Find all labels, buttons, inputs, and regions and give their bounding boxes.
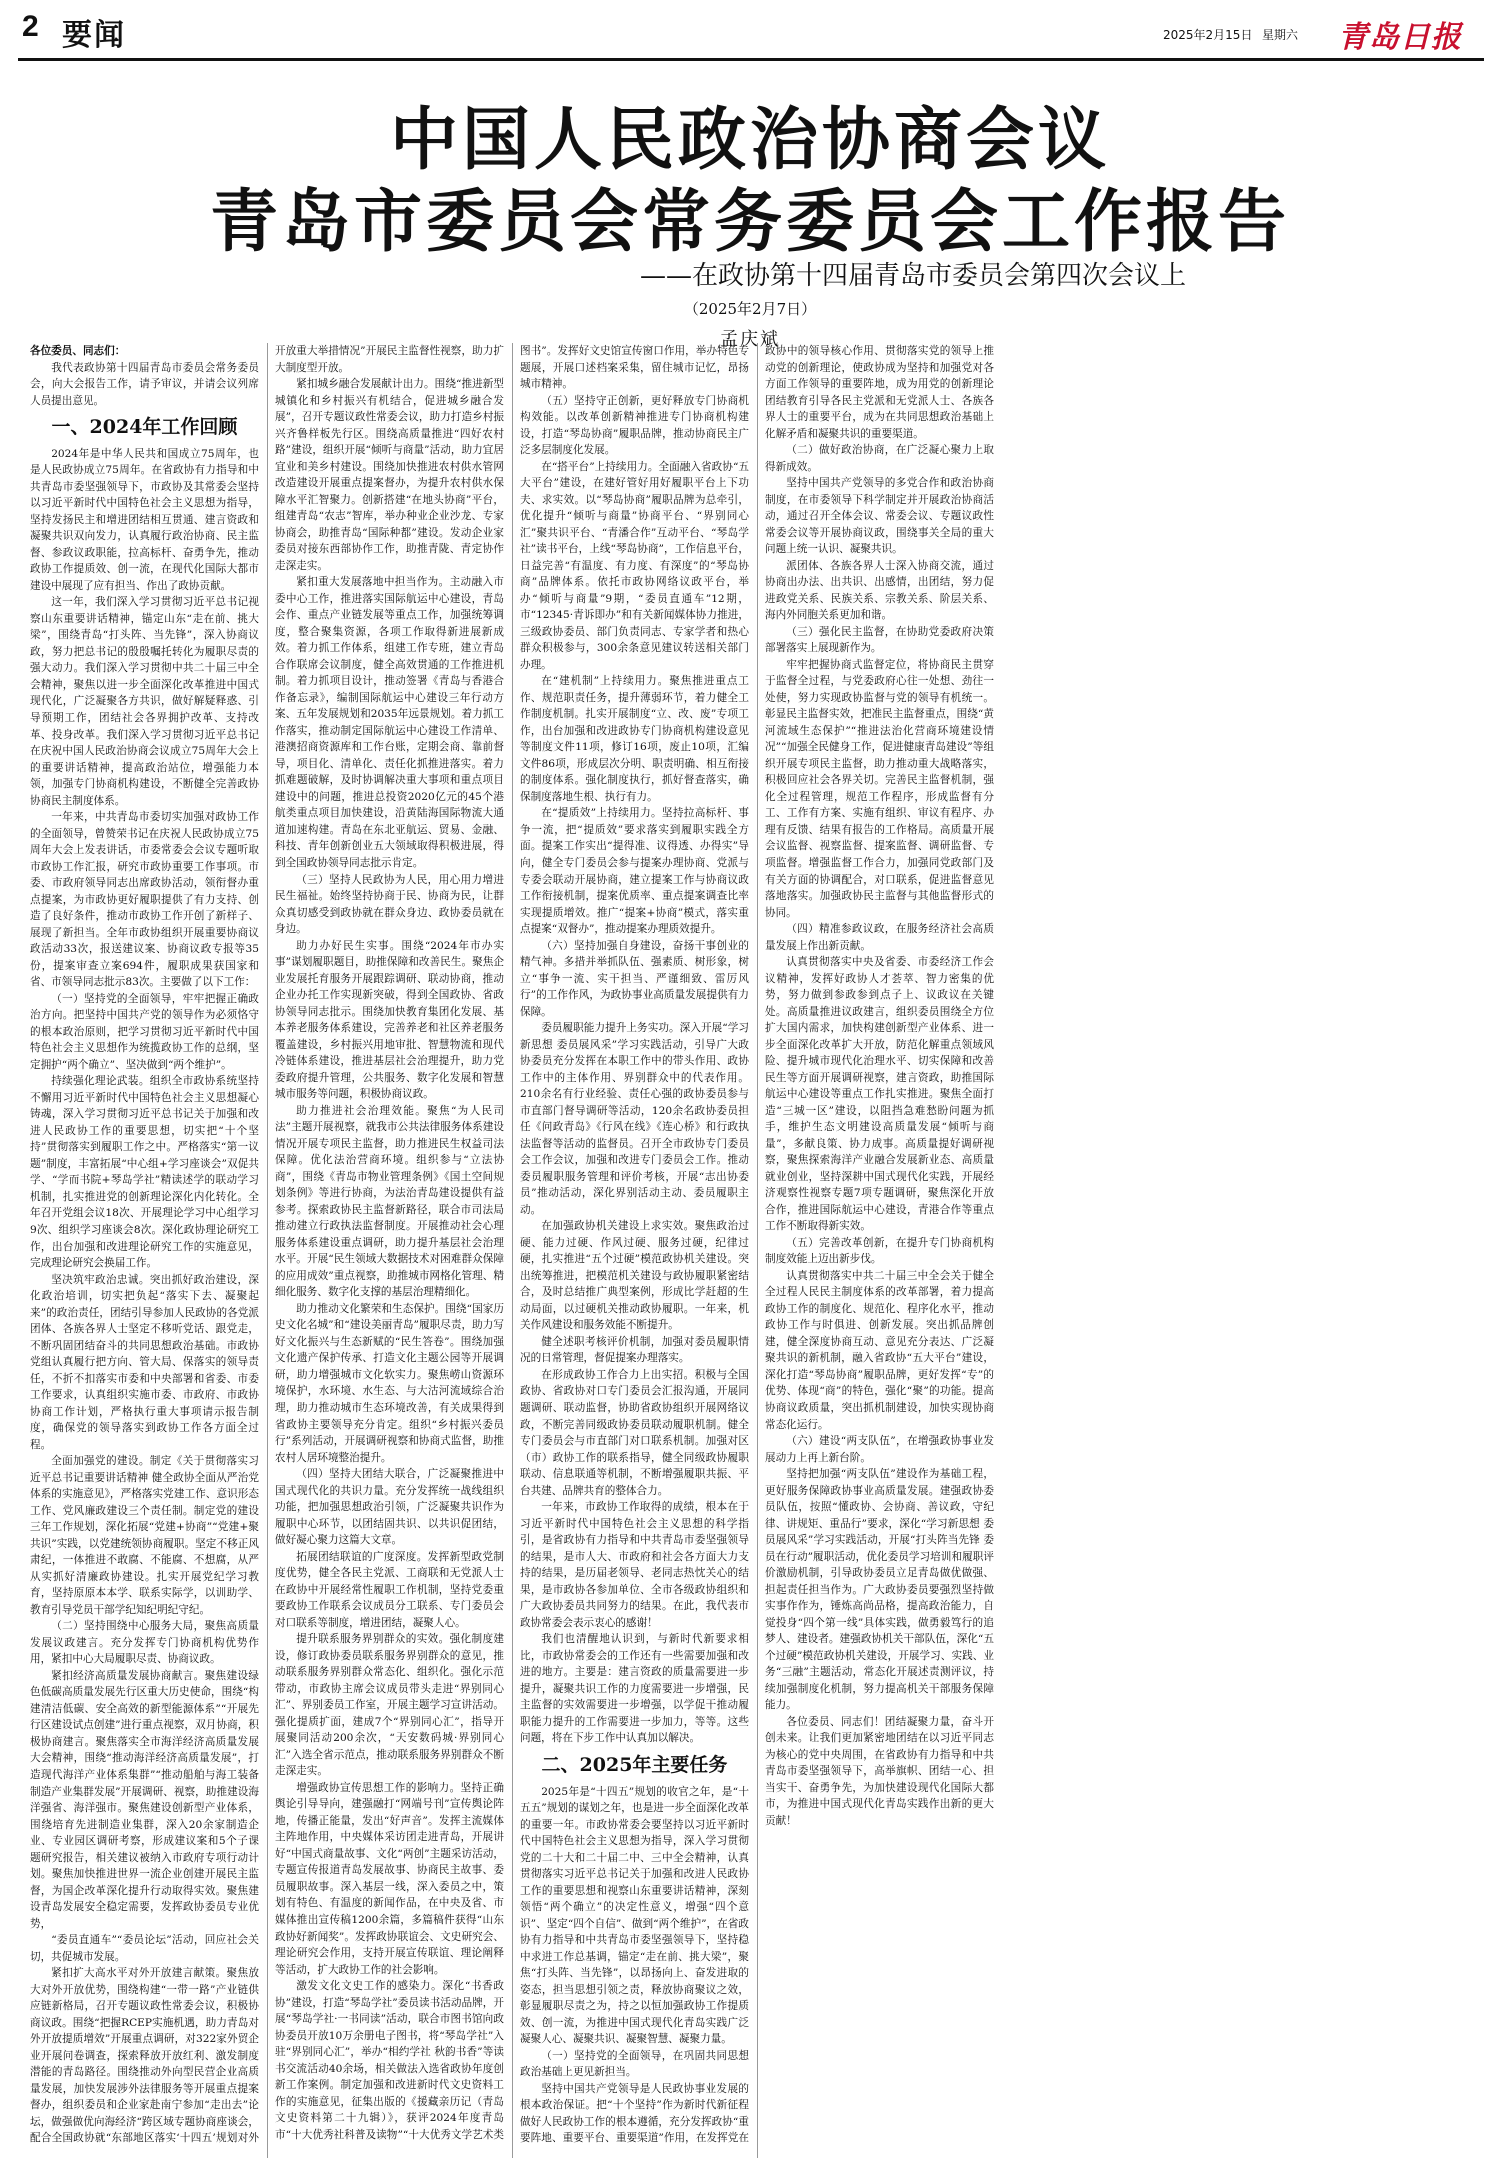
body-paragraph: （三）强化民主监督，在协助党委政府决策部署落实上展现新作为。 [765, 625, 994, 655]
body-paragraph: 一年来，中共青岛市委切实加强对政协工作的全面领导，曾赞荣书记在庆祝人民政协成立75周年大会上发表讲话，市委常委会会议专题听取市政协工作汇报，研究市政协重要工作事项。市委、市政府领导同志出席政协活动，领衔督办重点提案，为市政协更好履职提供了有力支持、创造了良好条件，推动市政协工作开创了新样子、展现了新担当。全年市政协组织开展重要协商议政活动33次，报送建议案、协商议政专报等35份，提案审查立案694件，履职成果获国家和省、市领导同志批示83次。主要做了以下工作： [30, 811, 259, 989]
body-paragraph: 紧扣重大发展落地中担当作为。主动融入市委中心工作，推进落实国际航运中心建设，青岛会作、重点产业链发展等重点工作，加强统筹调度，整合聚集资源，各项工作取得新进展新成效。着力抓工作体系，组建工作专班，建立青岛合作联席会议制度，健全高效贯通的工作推进机制。着力抓项目设计，推动签署《青岛与香港合作备忘录》，编制国际航运中心建设三年行动方案、五年发展规划和2035年远景规划。着力抓工作落实，推动制定国际航运中心建设工作清单、港澳招商资源库和工作台账，定期会商、靠前督导，项目化、清单化、责任化抓推进落实。着力抓难题破解，及时协调解决重大事项和重点项目建设中的问题，推进总投资2020亿元的45个港航类重点项目加快建设，沿黄陆海国际物流大通道加速构建。青岛在东北亚航运、贸易、金融、科技、青年创新创业五大领域取得积极进展，得到全国政协领导同志批示肯定。 [275, 576, 504, 869]
body-paragraph: （一）坚持党的全面领导，牢牢把握正确政治方向。把坚持中国共产党的领导作为必须恪守的根本政治原则，把学习贯彻习近平新时代中国特色社会主义思想作为统揽政协工作的总纲，坚定拥护“两个确立”、坚决做到“两个维护”。 [30, 992, 259, 1071]
body-paragraph: 在“搭平台”上持续用力。全面融入省政协“五大平台”建设，在建好管好用好履职平台上下功夫、求实效。以“琴岛协商”履职品牌为总牵引，优化提升“倾听与商量”协商平台、“界别同心汇”聚共识平台、“青潘合作”互动平台、“琴岛学社”读书平台，上线“琴岛协商”，工作信息平台，日益完善“有温度、有力度、有深度”的“琴岛协商”品牌体系。依托市政协网络议政平台，举办“倾听与商量”9期，“委员直通车”12期，市“12345·青诉即办”和有关新闻媒体协力推进，三级政协委员、部门负责同志、专家学者和热心群众积极参与，300余条意见建议转送相关部门办理。 [520, 460, 749, 671]
section-name: 要闻 [62, 18, 126, 53]
body-paragraph: 全面加强党的建设。制定《关于贯彻落实习近平总书记重要讲话精神 健全政协全面从严治党体系的实施意见》，严格落实党建工作、意识形态工作、党风廉政建设三个责任制。制定党的建设三年工作规划，深化拓展“党建+协商”“党建+聚共识”实践，以党建统领协商履职。坚定不移正风肃纪，一体推进不敢腐、不能腐、不想腐，从严从实抓好清廉政协建设。扎实开展党纪学习教育，坚持原原本本学、联系实际学，以训助学、教育引导党员干部学纪知纪明纪守纪。 [30, 1455, 259, 1616]
body-paragraph: 2025年是“十四五”规划的收官之年，是“十五五”规划的谋划之年，也是进一步全面深化改革的重要一年。市政协常委会要坚持以习近平新时代中国特色社会主义思想为指导，深入学习贯彻党的二十大和二十届二中、三中全会精神，认真贯彻落实习近平总书记关于加强和改进人民政协工作的重要思想和视察山东重要讲话精神，深刻领悟“两个确立”的决定性意义，增强“四个意识”、坚定“四个自信”、做到“两个维护”，在省政协有力指导和中共青岛市委坚强领导下，坚持稳中求进工作总基调，锚定“走在前、挑大梁”，聚焦“打头阵、当先锋”，以昂扬向上、奋发进取的姿态，担当思想引领之责，释放协商聚议之效，彰显履职尽责之为，持之以恒加强政协工作提质效、创一流，为推进中国式现代化青岛实践广泛凝聚人心、凝聚共识、凝聚智慧、凝聚力量。 [520, 1785, 749, 2046]
section-heading-review: 一、2024年工作回顾 [51, 416, 238, 439]
body-paragraph: 增强政协宣传思想工作的影响力。坚持正确舆论引导导向，建强融打“网端号刊”宣传舆论阵地，传播正能量，发出“好声音”。发挥主流媒体主阵地作用，中央媒体采访团走进青岛，开展讲好“中国式商量故事、文化“两创”主题采访活动，专题宣传报道青岛发展故事、协商民主故事、委员履职故事。深入基层一线，深入委员之中，策划有特色、有温度的新闻作品，在中央及省、市媒体推出宣传稿1200余篇，多篇稿件获得“山东政协好新闻奖”。发挥政协联谊会、文史研究会、理论研究会作用，支持开展宣传联谊、理论阐释等活动，扩大政协工作的社会影响。 [275, 1781, 504, 1976]
body-paragraph: （四）坚持大团结大联合，广泛凝聚推进中国式现代化的共识力量。充分发挥统一战线组织功能，把加强思想政治引领，广泛凝聚共识作为履职中心环节，以团结固共识、以共识促团结，做好凝心聚力这篇大文章。 [275, 1468, 504, 1547]
body-paragraph: 牢牢把握协商式监督定位，将协商民主贯穿于监督全过程，与党委政府心往一处想、劲往一处使，努力实现政协监督与党的领导有机统一。彰显民主监督实效，把准民主监督重点，围绕“黄河流域生态保护”“推进法治化营商环境建设情况”“加强全民健身工作，促进健康青岛建设”等组织开展专项民主监督，助力推动重大战略落实，积极回应社会各界关切。完善民主监督机制，强化全过程管理，规范工作程序，形成监督有分工、工作有方案、实施有组织、审议有程序、办理有反馈、结果有报告的工作格局。高质量开展会议监督、视察监督、提案监督、调研监督、专项监督。增强监督工作合力，加强同党政部门及有关方面的协调配合，对口联系，促进监督意见落地落实。加强政协民主监督与其他监督形式的协同。 [765, 658, 994, 919]
body-paragraph: 一年来，市政协工作取得的成绩，根本在于习近平新时代中国特色社会主义思想的科学指引，是省政协有力指导和中共青岛市委坚强领导的结果，是市人大、市政府和社会各方面大力支持的结果，是历届老领导、老同志热忱关心的结果，是市政协各参加单位、全市各级政协组织和广大政协委员共同努力的结果。在此，我代表市政协常委会表示衷心的感谢！ [520, 1501, 749, 1629]
newspaper-logo [1338, 12, 1486, 55]
headline-line-2: 青岛市委员会常务委员会工作报告 [209, 182, 1290, 262]
body-paragraph: 2024年是中华人民共和国成立75周年，也是人民政协成立75周年。在省政协有力指导和中共青岛市委坚强领导下，市政协及其常委会坚持以习近平新时代中国特色社会主义思想为指导，坚持发扬民主和增进团结相互贯通、建言资政和凝聚共识双向发力，认真履行政治协商、民主监督、参政议政职能，拉高标杆、奋勇争先，推动政协工作提质效、创一流，在现代化国际大都市建设中展现了应有担当、作出了政协贡献。 [30, 447, 259, 592]
body-paragraph: 在“建机制”上持续用力。聚焦推进重点工作、规范职责任务，提升薄弱环节，着力健全工作制度机制。扎实开展制度“立、改、废”专项工作，出台加强和改进政协专门协商机构建设意见等制度文件11项，修订16项，废止10项，汇编文件86项，形成层次分明、职责明确、相互衔接的制度体系。强化制度执行，抓好督查落实，确保制度落地生根、执行有力。 [520, 675, 749, 803]
body-paragraph: 拓展团结联谊的广度深度。发挥新型政党制度优势，健全各民主党派、工商联和无党派人士在政协中开展经常性履职工作机制，坚持党委重要政协工作联系会议成员分工联系、专门委员会对口联系等制度，增进团结，凝聚人心。 [275, 1550, 504, 1629]
publication-weekday: 星期六 [1262, 28, 1299, 42]
body-paragraph: 紧扣经济高质量发展协商献言。聚焦建设绿色低碳高质量发展先行区重大历史使命，围绕“构建清洁低碳、安全高效的新型能源体系”“开展先行区建设试点创建”进行重点视察，双月协商，积极协商建言。聚焦落实全市海洋经济高质量发展大会精神，围绕“推动海洋经济高质量发展”，打造现代海洋产业体系集群”“推动船舶与海工装备制造产业集群发展”开展调研、视察，助推建设海洋强省、海洋强市。聚焦建设创新型产业体系，围绕培育先进制造业集群，深入20余家制造企业、专业园区调研考察，形成建议案和5个子课题研究报告，相关建议被纳入市政府专项行动计划。聚焦加快推进世界一流企业创建开展民主监督，为国企改革深化提升行动取得实效。聚焦建设青岛发展安全稳定需要，发挥政协委员专业优势， [30, 1669, 259, 1930]
body-paragraph: （六）建设“两支队伍”，在增强政协事业发展动力上再上新台阶。 [765, 1435, 994, 1464]
body-paragraph: （四）精准参政议政，在服务经济社会高质量发展上作出新贡献。 [765, 923, 994, 952]
page-number: 2 [22, 10, 39, 43]
body-paragraph: 紧扣城乡融合发展献计出力。围绕“推进新型城镇化和乡村振兴有机结合，促进城乡融合发展”，召开专题议政性常委会议，助力打造乡村振兴齐鲁样板先行区。围绕高质量推进“四好农村路”建设，组织开展“倾听与商量”活动，助力宜居宜业和美乡村建设。围绕加快推进农村供水管网改造建设开展重点提案督办，为提升农村供水保障水平汇智聚力。创新搭建“在地头协商”平台，组建青岛“农志”智库，举办种业企业沙龙、专家协商会，助推青岛“国际种都”建设。发动企业家委员对接东西部协作工作，助推青陇、青定协作走深走实。 [275, 378, 504, 572]
newspaper-name: 青岛日报 [1338, 20, 1462, 55]
report-date: （2025年2月7日） [683, 300, 817, 318]
body-paragraph: 认真贯彻落实中央及省委、市委经济工作会议精神，发挥好政协人才荟萃、智力密集的优势，努力做到参政参到点子上、议政议在关键处。高质量推进议政建言，组织委员围绕全方位扩大国内需求，加快构建创新型产业体系、进一步全面深化改革扩大开放，防范化解重点领域风险、提升城市现代化治理水平、切实保障和改善民生等方面开展调研视察，建言资政，助推国际航运中心建设等重点工作扎实推进。聚焦全面打造“三城一区”建设，以阻挡急难愁盼问题为抓手，维护生态文明建设高质量发展“倾听与商量”，多献良策、协力成事。高质量提好调研视察，聚焦探索海洋产业融合发展新业态、高质量就业创业，坚持深耕中国式现代化实践，开展经济观察性视察专题7项专题调研，聚焦深化开放合作，推进国际航运中心建设，青港合作等重点工作不断取得新实效。 [765, 956, 994, 1233]
body-paragraph: 派团体、各族各界人士深入协商交流，通过协商出办法、出共识、出感情，出团结，努力促进政党关系、民族关系、宗教关系、阶层关系、海内外同胞关系更加和谐。 [765, 559, 994, 622]
body-paragraph: 坚持中国共产党领导的多党合作和政治协商制度，在市委领导下科学制定并开展政治协商活动，通过召开全体会议、常委会议、专题议政性常委会议等开展协商议政，围绕事关全局的重大问题上统一认识、凝聚共识。 [765, 477, 994, 556]
body-paragraph: 各位委员、同志们！团结凝聚力量，奋斗开创未来。让我们更加紧密地团结在以习近平同志为核心的党中央周围，在省政协有力指导和中共青岛市委坚强领导下，高举旗帜、团结一心、担当实干、奋勇争先，为加快建设现代化国际大都市，为推进中国式现代化青岛实践作出新的更大贡献！ [765, 1715, 994, 1827]
body-paragraph: 在加强政协机关建设上求实效。聚焦政治过硬、能力过硬、作风过硬、服务过硬，纪律过硬，扎实推进“五个过硬”模范政协机关建设。突出统筹推进，把模范机关建设与政协履职紧密结合，及时总结推广典型案例，形成比学赶超的生动局面，以过硬机关推动政协履职。一年来，机关作风建设和服务效能不断提升。 [520, 1220, 749, 1332]
body-paragraph: 助力办好民生实事。围绕“2024年市办实事”谋划履职题目，助推保障和改善民生。聚焦企业发展托育服务开展跟踪调研、联动协商，推动企业办托工作实现新突破，得到全国政协、省政协领导同志批示。围绕加快教育集团化发展、基本养老服务体系建设，完善养老和社区养老服务覆盖建设，乡村振兴用地审批、智慧物流和现代冷链体系建设，推进基层社会治理提升，助力党委政府提升管理，公共服务、数字化发展和智慧城市服务等问题，积极协商议政。 [275, 939, 504, 1101]
body-paragraph: 激发文化文史工作的感染力。深化“书香政协”建设，打造“琴岛学社”委员读书活动品牌，开展“琴岛学社·一书同读”活动，联合市图书馆向政协委员开放10万余册电子图书，将“琴岛学社”入驻“界别同心汇”，举办“相约学社 秋韵书香”等读书交流活动40余场，相关做法入选省政协年度创新工作案例。制定加强和改进新时代文史资料工作的实施意见，征集出版的《援藏亲历记（青岛文史资料第二十九辑）》，获评2024年度青岛市“十大优秀社科普及读物”“十大优秀文学艺术类图书”。发挥好文史馆宣传窗口作用，举办特色专题展，开展口述档案采集，留住城市记忆，昂扬城市精神。 [275, 345, 749, 2141]
publication-date: 2025年2月15日 [1163, 28, 1253, 42]
body-paragraph: 助力推动文化繁荣和生态保护。围绕“国家历史文化名城”和“建设美丽青岛”履职尽责，助力写好文化振兴与生态新赋的“民生答卷”。围绕加强文化遗产保护传承、打造文化主题公园等开展调研，助力增强城市文化软实力。聚焦崂山资源环境保护，水环境、水生态、与大沽河流域综合治理，助力推动城市生态环境改善，有关成果得到省政协主要领导充分肯定。组织“乡村振兴委员行”系列活动，开展调研视察和协商式监督，助推农村人居环境整治提升。 [275, 1302, 504, 1464]
section-tasks-continued [765, 558, 994, 1830]
intro-paragraph: 我代表政协第十四届青岛市委员会常务委员会，向大会报告工作，请予审议，并请会议列席人员提出意见。 [30, 361, 259, 407]
body-paragraph: 持续强化理论武装。组织全市政协系统坚持不懈用习近平新时代中国特色社会主义思想凝心铸魂，深入学习贯彻习近平总书记关于加强和改进人民政协工作的重要思想，切实把“十个坚持”贯彻落实到履职工作之中。严格落实“第一议题”制度，丰富拓展“中心组+学习座谈会”双促共学、“学而书院+琴岛学社”精读述学的联动学习机制，扎实推进党的创新理论深化内化转化。全年召开党组会议18次、开展理论学习中心组学习9次、组织学习座谈会8次。深化政协理论研究工作，出台加强和改进理论研究工作的实施意见，完成理论研究会换届工作。 [30, 1075, 259, 1270]
body-paragraph: （六）坚持加强自身建设，奋扬干事创业的精气神。多措并举抓队伍、强素质、树形象，树立“事争一流、实干担当、严谨细致、雷厉风行”的工作作风，为政协事业高质量发展提供有力保障。 [520, 939, 749, 1018]
body-paragraph: 紧扣扩大高水平对外开放建言献策。聚焦放大对外开放优势，围绕构建“一带一路”产业链供应链新格局，召开专题议政性常委会议，积极协商议政。围绕“把握RCEP实施机遇，助力青岛对外开放提质增效”开展重点调研，对322家外贸企业开展问卷调查，探索释放开放红利、激发制度潜能的青岛路径。围绕推动外向型民营企业高质量发展，加快发展涉外法律服务等开展重点提案督办，组织委员和企业家赴南宁参加“走出去”论坛，做强做优向海经济“跨区域专题协商座谈会，配合全国政协就“东部地区落实‘十四五’规划对外开放重大举措情况”开展民主监督性视察，助力扩大制度型开放。 [30, 345, 504, 2145]
article-body [30, 343, 1484, 2158]
body-paragraph: “委员直通车”“委员论坛”活动，回应社会关切，共促城市发展。 [30, 1934, 259, 1963]
body-paragraph: （五）完善改革创新，在提升专门协商机构制度效能上迈出新步伐。 [765, 1236, 994, 1266]
body-paragraph: 这一年，我们深入学习贯彻习近平总书记视察山东重要讲话精神，锚定山东“走在前、挑大梁”，围绕青岛“打头阵、当先锋”，深入协商议政，努力把总书记的殷殷嘱托转化为履职尽责的强大动力。我们深入学习贯彻中共二十届三中全会精神，聚焦以进一步全面深化改革推进中国式现代化，广泛凝聚各方共识，做好解疑释惑、引导预期工作，团结社会各界拥护改革、支持改革、投身改革。我们深入学习贯彻习近平总书记在庆祝中国人民政治协商会议成立75周年大会上的重要讲话精神，提高政治站位，增强能力本领，加强专门协商机构建设，不断健全完善政协协商民主制度体系。 [30, 596, 259, 807]
body-paragraph: （一）坚持党的全面领导，在巩固共同思想政治基础上更见新担当。 [520, 2049, 749, 2079]
body-paragraph: 委员履职能力提升上务实功。深入开展“学习新思想 委员展风采”学习实践活动，引导广大政协委员充分发挥在本职工作中的带头作用、政协工作中的主体作用、界别群众中的代表作用。210余名有行业经验、责任心强的政协委员参与市直部门督导调研等活动，120余名政协委员担任《问政青岛》《行风在线》《连心桥》和行政执法监督等活动的监督员。召开全市政协专门委员会工作会议，加强和改进专门委员会工作。推动委员履职服务管理和评价考核，开展“志出协委员”推动活动，深化界别活动主动、委员履职主动。 [520, 1022, 749, 1216]
subtitle: ——在政协第十四届青岛市委员会第四次会议上 [640, 261, 1187, 291]
body-paragraph: （三）坚持人民政协为人民，用心用力增进民生福祉。始终坚持协商于民、协商为民，让群众真切感受到政协就在群众身边、政协委员就在身边。 [275, 873, 504, 936]
body-paragraph: 坚决筑牢政治忠诚。突出抓好政治建设，深化政治培训，切实把负起“落实下去、凝聚起来”的政治责任，团结引导参加人民政协的各党派团体、各族各界人士坚定不移听党话、跟党走，不断巩固团结奋斗的共同思想政治基础。市政协党组认真履行把方向、管大局、保落实的领导责任，不折不扣落实市委和中央部署和省委、市委工作要求，认真组织实施市委、市政府、市政协协商工作计划，严格执行重大事项请示报告制度，确保党的领导落实到政协工作各方面全过程。 [30, 1273, 259, 1451]
body-paragraph: 在“提质效”上持续用力。坚持拉高标杆、事争一流，把“提质效”要求落实到履职实践全方面。提案工作实出“提得准、议得透、办得实”导向，健全专门委员会参与提案办理协商、党派与专委会联动开展协商，建立提案工作与协商议政工作衔接机制，提案优质率、重点提案调查比率实现提质增效。推广“提案+协商”模式，落实重点提案“双督办”，推动提案办理质效提升。 [520, 807, 749, 936]
body-paragraph: 坚持中国共产党领导是人民政协事业发展的根本政治保证。把“十个坚持”作为新时代新征程做好人民政协工作的根本遵循，充分发挥政协“重要阵地、重要平台、重要渠道”作用，在发挥党在政协中的领导核心作用、贯彻落实党的领导上推动党的创新理论，使政协成为坚持和加强党对各方面工作领导的重要阵地，成为用党的创新理论团结教育引导各民主党派和无党派人士、各族各界人士的重要平台，成为在共同思想政治基础上化解矛盾和凝聚共识的重要渠道。 [520, 345, 994, 2145]
body-paragraph: （二）做好政治协商，在广泛凝心聚力上取得新成效。 [765, 444, 994, 473]
greeting: 各位委员、同志们： [30, 345, 126, 357]
body-paragraph: 在形成政协工作合力上出实招。积极与全国政协、省政协对口专门委员会汇报沟通，开展同题调研、联动监督，协助省政协组织开展网络议政，不断完善同级政协委员联动履职机制。健全专门委员会与市直部门对口联系机制。加强对区（市）政协工作的联系指导，健全同级政协履职联动、信息联通等机制，不断增强履职共振、平台共建、品牌共育的整体合力。 [520, 1368, 749, 1497]
body-paragraph: 健全述职考核评价机制，加强对委员履职情况的日常管理，督促提案办理落实。 [520, 1335, 749, 1365]
masthead [0, 0, 1500, 64]
headline-line-1: 中国人民政治协商会议 [389, 100, 1110, 180]
section-heading-tasks: 二、2025年主要任务 [541, 1753, 728, 1776]
body-paragraph: 我们也清醒地认识到，与新时代新要求相比，市政协常委会的工作还有一些需要加强和改进的地方。主要是：建言资政的质量需要进一步提升，凝聚共识工作的力度需要进一步增强，民主监督的实效需要进一步增强，以学促干推动履职能力提升的工作需要进一步加力，等等。这些问题，将在下步工作中认真加以解决。 [520, 1633, 749, 1745]
masthead-divider [18, 58, 1484, 61]
body-paragraph: （二）坚持围绕中心服务大局，聚焦高质量发展议政建言。充分发挥专门协商机构优势作用，紧扣中心大局履职尽责、协商议政。 [30, 1620, 259, 1666]
body-paragraph: 认真贯彻落实中共二十届三中全会关于健全全过程人民民主制度体系的改革部署，着力提高政协工作的制度化、规范化、程序化水平，推动政协工作与时俱进、创新发展。突出抓品牌创建，健全深度协商互动、意见充分表达、广泛凝聚共识的新机制，融入省政协“五大平台”建设，深化打造“琴岛协商”履职品牌，更好发挥“专”的优势、体现“商”的特色，强化“聚”的功能。提高协商议政质量，突出抓机制建设，加快实现协商常态化运行。 [765, 1269, 994, 1431]
body-paragraph: 助力推进社会治理效能。聚焦“为人民司法”主题开展视察，就我市公共法律服务体系建设情况开展专项民主监督，助力推进民生权益司法保障。优化法治营商环境。组织参与“立法协商”，围绕《青岛市物业管理条例》《国土空间规划条例》等进行协商，为法治青岛建设提供有益参考。探索政协民主监督新路径，联合市司法局推动建立行政执法监督制度。开展推动社会心理服务体系建设重点调研，助力提升基层社会治理水平。开展“民生领域大数据技术对困难群众保障的应用成效”重点视察，助推城市网格化管理、精细化服务、数字化支撑的基层治理精细化。 [275, 1104, 504, 1299]
body-paragraph: （五）坚持守正创新，更好释放专门协商机构效能。以改革创新精神推进专门协商机构建设，打造“琴岛协商”履职品牌，推动协商民主广泛多层制度化发展。 [520, 394, 749, 457]
body-paragraph: 坚持把加强“两支队伍”建设作为基础工程，更好服务保障政协事业高质量发展。建强政协委员队伍，按照“懂政协、会协商、善议政，守纪律、讲规矩、重品行”要求，深化“学习新思想 委员展风采”学习实践活动，开展“打头阵当先锋 委员在行动”履职活动，优化委员学习培训和履职评价激励机制，引导政协委员立足青岛做优做强、担起责任担当作为。广大政协委员要强烈坚持做实事作作为，锤炼高尚品格，提高政治能力，自觉投身“四个第一线”具体实践，做勇毅笃行的追梦人、建设者。建强政协机关干部队伍，深化“五个过硬”模范政协机关建设，开展学习、实践、业务“三融”主题活动，常态化开展述责测评议，持续加强制度化机制，努力提高机关干部服务保障能力。 [765, 1468, 994, 1712]
body-paragraph: 提升联系服务界别群众的实效。强化制度建设，修订政协委员联系服务界别群众的意见，推动联系服务界别群众常态化、组织化。强化示范带动，市政协主席会议成员带头走进“界别同心汇”、界别委员工作室，开展主题学习宣讲活动。强化提质扩面，建成7个“界别同心汇”，指导开展聚同活动200余次，“天安数码城·界别同心汇”入选全省示范点，推动联系服务界别群众不断走深走实。 [275, 1633, 504, 1778]
author-byline: 孟庆斌 [720, 329, 780, 350]
